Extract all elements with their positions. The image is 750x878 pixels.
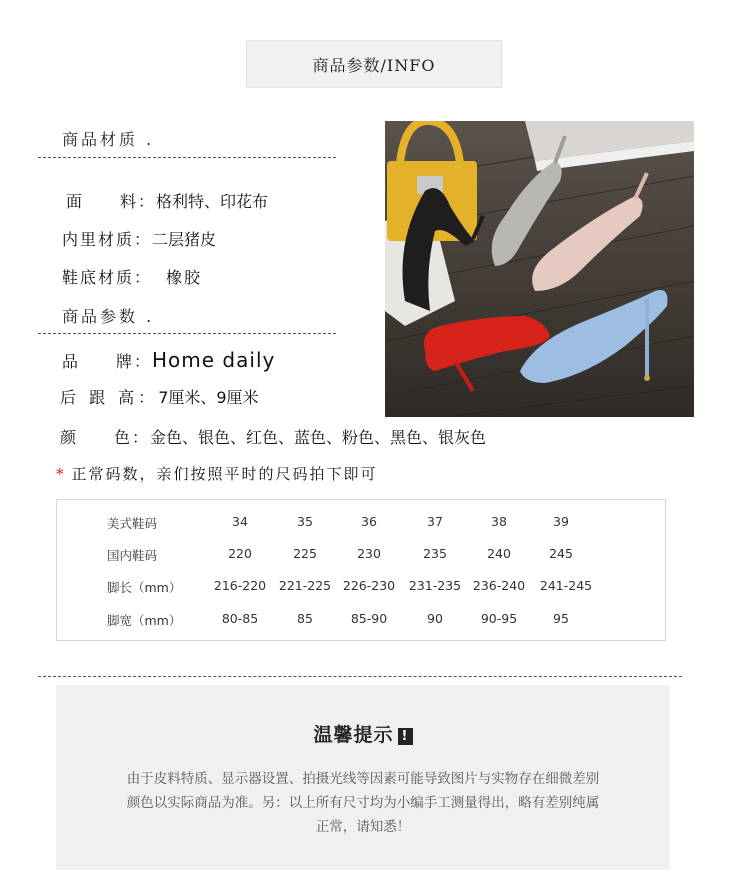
tips-line: 由于皮料特质、显示器设置、拍摄光线等因素可能导致图片与实物存在细微差别 — [126, 771, 600, 787]
tips-line: 正常，请知悉！ — [315, 819, 411, 835]
size-cell: 245 — [549, 546, 573, 561]
size-cell: 216-220 — [213, 578, 267, 593]
sole-value: 橡胶 — [166, 268, 203, 287]
size-cell: 226-230 — [342, 578, 396, 593]
size-row-label: 脚宽（mm） — [107, 613, 182, 628]
shoes-illustration — [385, 121, 694, 417]
size-row-label: 脚长（mm） — [107, 580, 182, 595]
size-cell: 37 — [427, 514, 443, 529]
tips-body — [76, 767, 650, 839]
size-cell: 90-95 — [480, 611, 518, 626]
size-cell: 85-90 — [350, 611, 388, 626]
material-divider — [38, 157, 336, 158]
size-row-label: 国内鞋码 — [107, 548, 158, 563]
tips-divider — [38, 676, 682, 677]
notice-text: 正常码数，亲们按照平时的尺码拍下即可 — [71, 465, 378, 483]
exclamation-icon: ! — [398, 728, 413, 745]
size-notice — [56, 463, 378, 484]
size-cell: 221-225 — [278, 578, 332, 593]
size-row-length — [57, 578, 665, 598]
lining-row — [62, 227, 216, 250]
fabric-label: 面 料： — [66, 192, 157, 211]
size-table — [56, 499, 666, 641]
size-cell: 95 — [553, 611, 569, 626]
tips-line: 颜色以实际商品为准。另：以上所有尺寸均为小编手工测量得出，略有差别纯属 — [126, 795, 600, 811]
sole-label: 鞋底材质： — [62, 268, 153, 287]
size-cell: 39 — [553, 514, 569, 529]
size-cell: 90 — [427, 611, 443, 626]
size-cell: 34 — [232, 514, 248, 529]
brand-row — [62, 348, 275, 372]
lining-value: 二层猪皮 — [152, 230, 217, 249]
size-cell: 38 — [491, 514, 507, 529]
info-header — [246, 40, 502, 88]
tips-panel — [56, 685, 670, 870]
size-cell: 231-235 — [408, 578, 462, 593]
size-cell: 241-245 — [539, 578, 593, 593]
heel-value: 7厘米、9厘米 — [158, 388, 259, 407]
params-section-title: 商品参数 . — [62, 307, 155, 326]
brand-label: 品 牌： — [62, 352, 153, 371]
size-cell: 235 — [423, 546, 447, 561]
size-row-us — [57, 514, 665, 534]
product-photo — [385, 121, 694, 417]
size-cell: 220 — [228, 546, 252, 561]
color-row — [60, 425, 486, 448]
size-cell: 36 — [361, 514, 377, 529]
sole-row — [62, 265, 202, 288]
info-header-title: 商品参数/INFO — [312, 55, 436, 75]
color-value: 金色、银色、红色、蓝色、粉色、黑色、银灰色 — [150, 428, 487, 447]
size-cell: 236-240 — [472, 578, 526, 593]
size-row-label: 美式鞋码 — [107, 516, 158, 531]
size-cell: 85 — [297, 611, 313, 626]
color-label: 颜 色： — [60, 428, 151, 447]
tips-title-text: 温馨提示 — [313, 724, 394, 746]
size-row-cn — [57, 546, 665, 566]
material-section-title: 商品材质 . — [62, 130, 155, 149]
size-cell: 230 — [357, 546, 381, 561]
tips-title — [56, 720, 670, 747]
brand-value: Home daily — [152, 348, 276, 372]
size-cell: 225 — [293, 546, 317, 561]
heel-row — [60, 385, 259, 408]
params-divider — [38, 333, 336, 334]
size-row-width — [57, 611, 665, 631]
fabric-row — [66, 189, 268, 212]
fabric-value: 格利特、印花布 — [156, 192, 269, 211]
size-cell: 240 — [487, 546, 511, 561]
heel-label: 后 跟 高： — [60, 388, 159, 407]
lining-label: 内里材质： — [62, 230, 153, 249]
size-cell: 35 — [297, 514, 313, 529]
size-cell: 80-85 — [221, 611, 259, 626]
notice-star-icon: * — [56, 465, 66, 483]
